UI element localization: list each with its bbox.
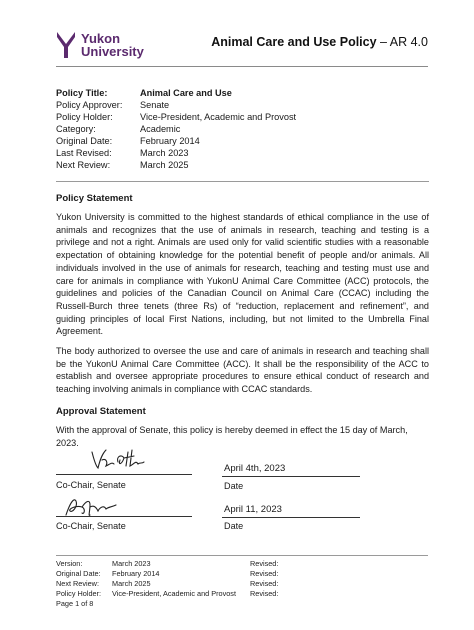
info-value: February 2014 bbox=[140, 136, 200, 146]
info-value: March 2025 bbox=[140, 160, 189, 170]
signature-2-line bbox=[56, 516, 192, 517]
approval-statement-text: With the approval of Senate, this policy is hereby deemed in effect the 15 day of March, 2023. bbox=[56, 425, 408, 448]
logo-text-line2: University bbox=[81, 44, 144, 59]
info-label: Policy Approver: bbox=[56, 100, 123, 110]
header-divider bbox=[56, 66, 428, 67]
footer-revised: Revised: bbox=[250, 559, 279, 568]
signature-1-date-value: April 4th, 2023 bbox=[224, 463, 286, 474]
signature-2-date-value: April 11, 2023 bbox=[224, 504, 282, 515]
info-label: Policy Title: bbox=[56, 88, 108, 98]
page-number: Page 1 of 8 bbox=[56, 599, 94, 608]
footer-value: February 2014 bbox=[112, 569, 160, 578]
info-label: Last Revised: bbox=[56, 148, 112, 158]
info-value: Senate bbox=[140, 100, 170, 110]
policy-statement-paragraph-1: Yukon University is committed to the highest standards of ethical compliance in the use of animals and recognizes that the use of animals in research, teaching and testing is a privilege and not a right. Animals are used only for valid scientific studies with a reasonable expectation of obtaining knowledge for the potential benefit of people and/or animals. All individuals involved in the use of animals for research, teaching and testing must use and care for animals in compliance with YukonU Animal Care Committee (ACC) protocols, the guidelines and policies of the Canadian Council on Animal Care (CCAC) including the Russell-Burch three tenets (three Rs) of “reduction, replacement and refinement”, and guiding principles of local First Nations, including, but not limited to the Umbrella Final Agreement. bbox=[56, 212, 429, 337]
policy-statement-heading: Policy Statement bbox=[56, 193, 133, 204]
info-value: March 2023 bbox=[140, 148, 189, 158]
signature-1-line bbox=[56, 474, 192, 475]
footer bbox=[56, 559, 428, 609]
info-label: Policy Holder: bbox=[56, 112, 113, 122]
signature-2-date-line bbox=[222, 517, 360, 518]
footer-value: March 2025 bbox=[112, 579, 151, 588]
signature-2-caption: Co-Chair, Senate bbox=[56, 521, 126, 531]
info-value: Academic bbox=[140, 124, 181, 134]
section-divider bbox=[56, 181, 429, 182]
logo-text-line1: Yukon bbox=[81, 31, 121, 46]
signature-2-date-caption: Date bbox=[224, 521, 244, 531]
footer-row bbox=[56, 589, 428, 599]
info-label: Category: bbox=[56, 124, 96, 134]
signature-1-date-caption: Date bbox=[224, 481, 244, 491]
university-logo bbox=[56, 28, 206, 64]
footer-value: Vice-President, Academic and Provost bbox=[112, 589, 236, 598]
footer-revised: Revised: bbox=[250, 569, 279, 578]
signature-1-caption: Co-Chair, Senate bbox=[56, 480, 126, 490]
document-title bbox=[211, 35, 428, 49]
info-row bbox=[56, 111, 428, 123]
info-row bbox=[56, 99, 428, 111]
approval-statement-heading: Approval Statement bbox=[56, 406, 146, 417]
footer-label: Version: bbox=[56, 559, 83, 568]
policy-statement-paragraph-2: The body authorized to oversee the use and care of animals in research and teaching shall be the YukonU Animal Care Committee (ACC). It shall be the responsibility of the ACC to establish and oversee appropriate procedures to ensure ethical conduct of research and teaching involving animals in compliance with CCAC standards. bbox=[56, 346, 429, 395]
footer-row bbox=[56, 579, 428, 589]
info-row bbox=[56, 147, 428, 159]
signature-1-image bbox=[88, 446, 152, 474]
footer-row bbox=[56, 569, 428, 579]
info-row bbox=[56, 135, 428, 147]
document-title-code: – AR 4.0 bbox=[376, 35, 428, 49]
info-row bbox=[56, 123, 428, 135]
info-row bbox=[56, 159, 428, 171]
signature-1-date-line bbox=[222, 476, 360, 477]
info-label: Next Review: bbox=[56, 160, 111, 170]
footer-label: Policy Holder: bbox=[56, 589, 102, 598]
footer-label: Original Date: bbox=[56, 569, 101, 578]
info-row bbox=[56, 87, 428, 99]
footer-divider bbox=[56, 555, 428, 556]
info-label: Original Date: bbox=[56, 136, 113, 146]
info-value: Animal Care and Use bbox=[140, 88, 232, 98]
document-title-main: Animal Care and Use Policy bbox=[211, 35, 377, 49]
policy-info-table bbox=[56, 87, 428, 171]
footer-value: March 2023 bbox=[112, 559, 151, 568]
footer-row bbox=[56, 599, 428, 609]
footer-row bbox=[56, 559, 428, 569]
yukon-logo-icon bbox=[56, 30, 76, 60]
footer-revised: Revised: bbox=[250, 579, 279, 588]
footer-revised: Revised: bbox=[250, 589, 279, 598]
footer-label: Next Review: bbox=[56, 579, 99, 588]
info-value: Vice-President, Academic and Provost bbox=[140, 112, 297, 122]
